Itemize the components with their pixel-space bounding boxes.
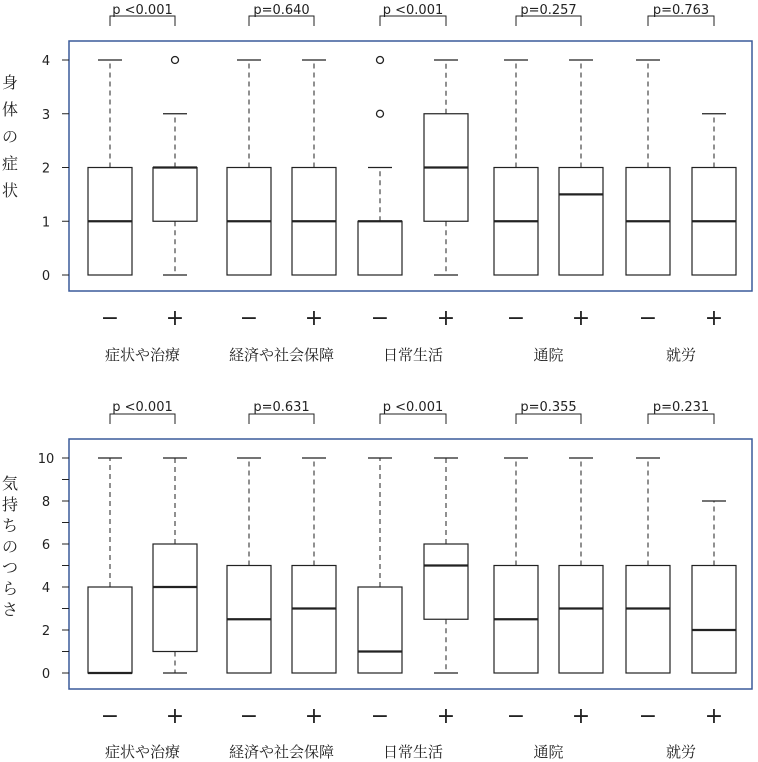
p-value-bracket (249, 414, 314, 424)
minus-sign-label: − (239, 306, 259, 331)
minus-sign-label: − (370, 306, 390, 331)
p-value-label: p=0.631 (253, 400, 310, 415)
plus-sign-label: + (165, 704, 185, 729)
y-axis-label-char: の (1, 127, 19, 146)
y-axis-label-char: 体 (1, 100, 19, 119)
y-tick-label: 2 (41, 624, 51, 639)
y-axis-label-char: 症 (1, 154, 19, 173)
group-label: 経済や社会保障 (228, 743, 335, 761)
p-value-label: p=0.640 (253, 3, 310, 18)
y-axis-label-char: ら (1, 579, 19, 598)
p-value-label: p=0.257 (520, 3, 577, 18)
p-value-label: p <0.001 (112, 3, 173, 18)
p-value-label: p <0.001 (382, 3, 444, 18)
plus-sign-label: + (704, 704, 724, 729)
minus-sign-label: − (506, 704, 526, 729)
p-value-bracket (516, 414, 581, 424)
y-tick-label: 1 (41, 215, 51, 231)
box (88, 587, 132, 673)
p-value-label: p <0.001 (112, 400, 173, 415)
p-value-bracket (648, 414, 714, 424)
group-label: 症状や治療 (104, 346, 181, 364)
y-axis-label-char: ち (1, 516, 19, 535)
y-tick-label: 0 (41, 667, 51, 682)
box (292, 566, 336, 674)
y-tick-label: 2 (41, 161, 51, 177)
p-value-bracket (380, 414, 446, 424)
p-value-label: p=0.231 (652, 400, 710, 415)
box (559, 168, 603, 276)
y-tick-label: 6 (41, 538, 51, 553)
y-tick-label: 3 (41, 107, 51, 123)
plus-sign-label: + (165, 306, 185, 331)
group-label: 経済や社会保障 (228, 346, 335, 364)
plus-sign-label: + (704, 306, 724, 331)
y-axis-label-char: の (1, 537, 19, 556)
y-axis-label-char: 身 (1, 73, 19, 92)
minus-sign-label: − (638, 704, 658, 729)
box (559, 566, 603, 674)
y-axis-label-char: つ (1, 558, 19, 577)
box (153, 168, 197, 222)
minus-sign-label: − (100, 306, 120, 331)
plus-sign-label: + (304, 306, 324, 331)
minus-sign-label: − (370, 704, 390, 729)
box (692, 566, 736, 674)
group-label: 通院 (533, 346, 564, 364)
box (153, 544, 197, 652)
y-axis-label-char: さ (1, 600, 19, 619)
p-value-bracket (110, 414, 175, 424)
y-tick-label: 4 (41, 54, 51, 69)
box (358, 587, 402, 673)
p-value-label: p <0.001 (382, 400, 444, 415)
y-axis-label-char: 状 (1, 181, 19, 200)
plus-sign-label: + (436, 704, 456, 729)
y-axis-label-char: 持 (1, 495, 19, 514)
p-value-label: p=0.355 (520, 400, 577, 415)
box (358, 221, 402, 275)
minus-sign-label: − (100, 704, 120, 729)
y-tick-label: 4 (41, 581, 51, 596)
outlier-point (377, 57, 384, 64)
group-label: 通院 (533, 743, 564, 761)
group-label: 日常生活 (382, 346, 444, 364)
minus-sign-label: − (638, 306, 658, 331)
minus-sign-label: − (239, 704, 259, 729)
plus-sign-label: + (304, 704, 324, 729)
minus-sign-label: − (506, 306, 526, 331)
y-tick-label: 10 (37, 452, 55, 467)
p-value-label: p=0.763 (652, 3, 710, 18)
box (424, 544, 468, 619)
outlier-point (377, 110, 384, 117)
plus-sign-label: + (436, 306, 456, 331)
outlier-point (172, 57, 179, 64)
group-label: 就労 (665, 346, 697, 364)
y-tick-label: 0 (41, 269, 51, 284)
group-label: 就労 (665, 743, 697, 761)
y-tick-label: 8 (41, 495, 51, 510)
group-label: 症状や治療 (104, 743, 181, 761)
plus-sign-label: + (571, 704, 591, 729)
plus-sign-label: + (571, 306, 591, 331)
y-axis-label-char: 気 (1, 474, 19, 493)
group-label: 日常生活 (382, 743, 444, 761)
box (626, 566, 670, 674)
